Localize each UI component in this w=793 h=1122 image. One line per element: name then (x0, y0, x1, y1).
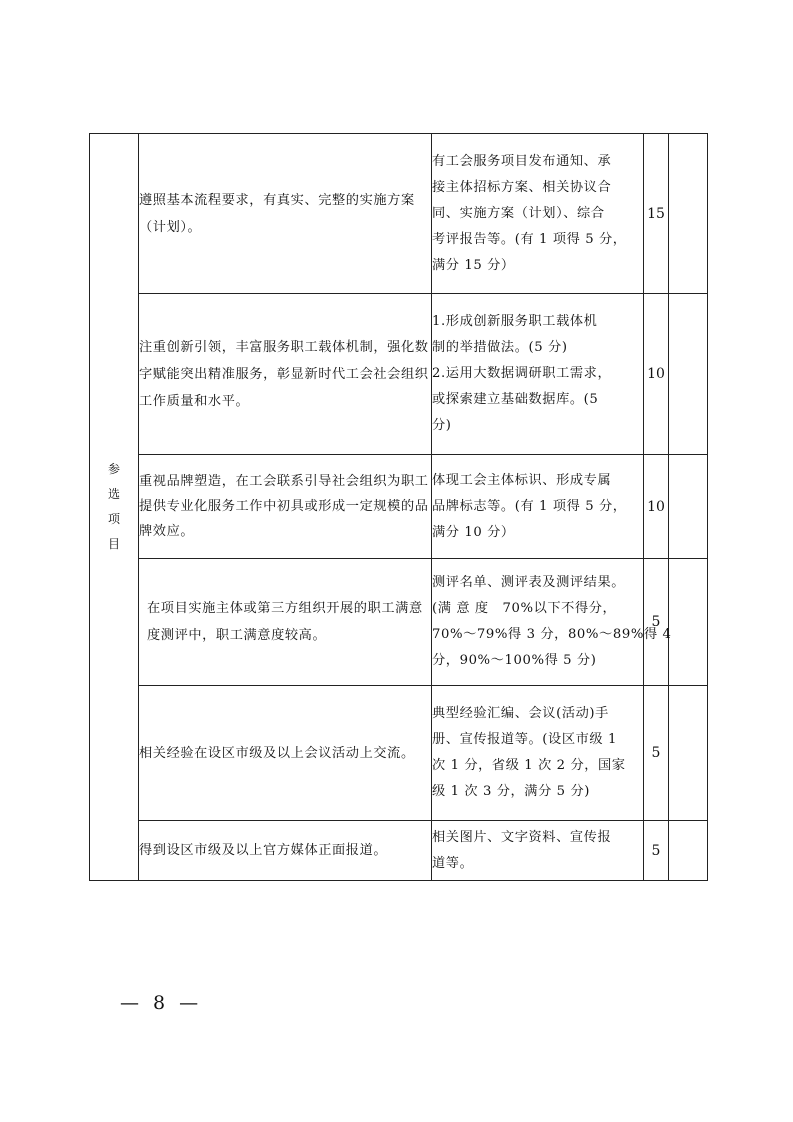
table-row (90, 821, 708, 881)
table-row (90, 294, 708, 455)
blank-cell (669, 134, 708, 294)
criterion-cell: 注重创新引领，丰富服务职工载体机制，强化数字赋能突出精准服务，彰显新时代工会社会组织工作质量和水平。 (139, 294, 432, 455)
score-cell: 15 (644, 134, 669, 294)
score-cell: 5 (644, 559, 669, 686)
blank-cell (669, 686, 708, 821)
table-row (90, 134, 708, 294)
table-row (90, 559, 708, 686)
blank-cell (669, 455, 708, 559)
table-row (90, 686, 708, 821)
scoring-table (89, 133, 708, 881)
category-label: 参 选 项 目 (107, 462, 120, 551)
evidence-cell: 有工会服务项目发布通知、承 接主体招标方案、相关协议合 同、实施方案（计划）、综合 考评报告等。(有 1 项得 5 分， 满分 15 分） (432, 134, 644, 294)
blank-cell (669, 294, 708, 455)
criterion-cell: 遵照基本流程要求，有真实、完整的实施方案（计划）。 (139, 134, 432, 294)
evidence-cell: 体现工会主体标识、形成专属 品牌标志等。(有 1 项得 5 分， 满分 10 分） (432, 455, 644, 559)
score-cell: 5 (644, 821, 669, 881)
evidence-cell: 测评名单、测评表及测评结果。 (满 意 度 70%以下不得分， 70%～79%得 3 分，80%～89%得 4 分，90%～100%得 5 分) (432, 559, 644, 686)
score-cell: 10 (644, 294, 669, 455)
table-row (90, 455, 708, 559)
blank-cell (669, 821, 708, 881)
page-number: — 8 — (120, 992, 203, 1014)
criterion-cell: 得到设区市级及以上官方媒体正面报道。 (139, 821, 432, 881)
criterion-cell: 重视品牌塑造，在工会联系引导社会组织为职工提供专业化服务工作中初具或形成一定规模的品牌效应。 (139, 455, 432, 559)
evidence-cell: 典型经验汇编、会议(活动)手 册、宣传报道等。(设区市级 1 次 1 分，省级 1 次 2 分，国家 级 1 次 3 分，满分 5 分) (432, 686, 644, 821)
category-cell (90, 134, 139, 881)
score-cell: 10 (644, 455, 669, 559)
blank-cell (669, 559, 708, 686)
evidence-cell: 1.形成创新服务职工载体机 制的举措做法。(5 分) 2.运用大数据调研职工需求， 或探索建立基础数据库。(5 分) (432, 294, 644, 455)
score-cell: 5 (644, 686, 669, 821)
criterion-cell: 在项目实施主体或第三方组织开展的职工满意度测评中，职工满意度较高。 (139, 559, 432, 686)
criterion-cell: 相关经验在设区市级及以上会议活动上交流。 (139, 686, 432, 821)
evidence-cell: 相关图片、文字资料、宣传报 道等。 (432, 821, 644, 881)
